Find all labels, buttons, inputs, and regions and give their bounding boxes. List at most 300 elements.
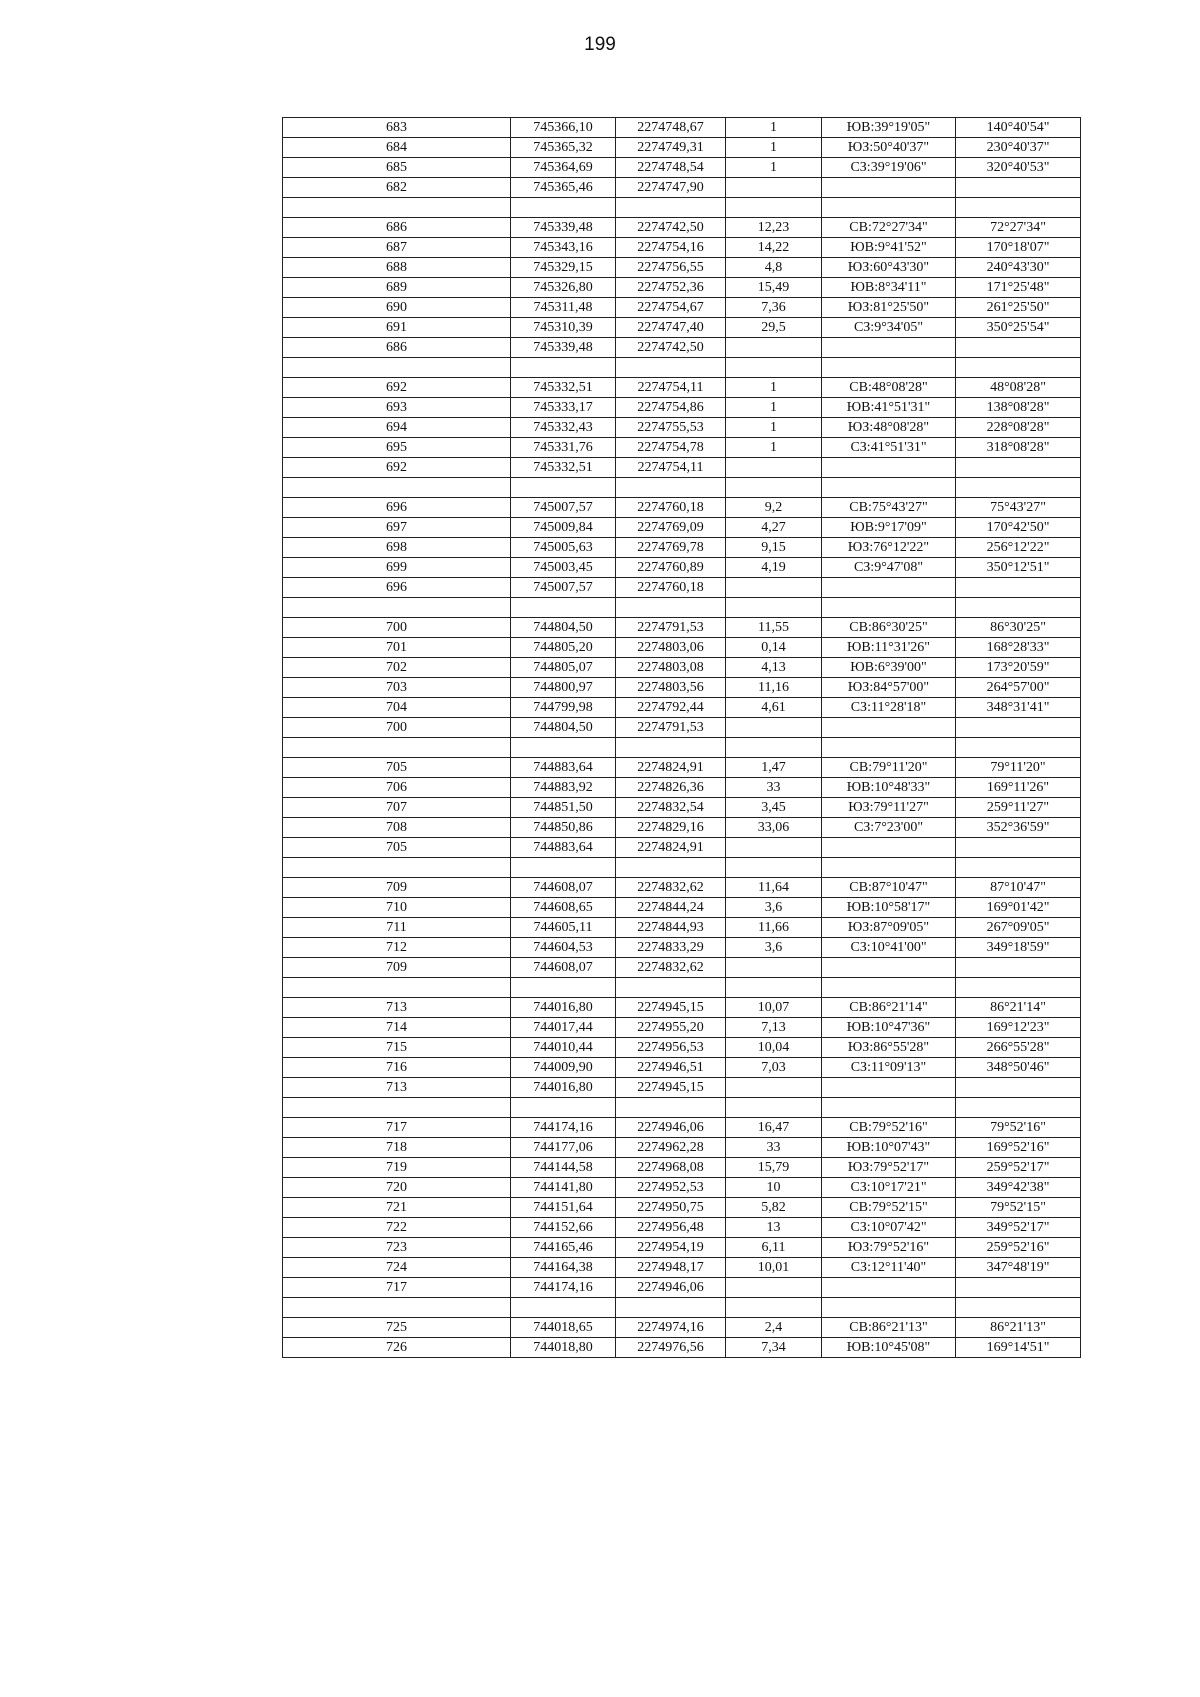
distance-cell <box>726 858 822 878</box>
y-coordinate-cell <box>616 478 726 498</box>
x-coordinate-cell <box>511 478 616 498</box>
direction-angle-cell: 72°27'34" <box>956 218 1081 238</box>
table-row <box>283 798 1081 818</box>
table-row <box>283 678 1081 698</box>
x-coordinate-cell: 744800,97 <box>511 678 616 698</box>
point-number-cell: 713 <box>283 998 511 1018</box>
table-row <box>283 998 1081 1018</box>
point-number-cell: 717 <box>283 1278 511 1298</box>
bearing-cell: СЗ:9°34'05" <box>822 318 956 338</box>
table-row <box>283 1338 1081 1358</box>
point-number-cell: 717 <box>283 1118 511 1138</box>
y-coordinate-cell: 2274956,48 <box>616 1218 726 1238</box>
table-row <box>283 158 1081 178</box>
table-row <box>283 658 1081 678</box>
distance-cell: 5,82 <box>726 1198 822 1218</box>
direction-angle-cell: 348°31'41" <box>956 698 1081 718</box>
point-number-cell: 725 <box>283 1318 511 1338</box>
direction-angle-cell: 230°40'37" <box>956 138 1081 158</box>
table-row <box>283 378 1081 398</box>
direction-angle-cell: 171°25'48" <box>956 278 1081 298</box>
x-coordinate-cell: 745331,76 <box>511 438 616 458</box>
distance-cell: 10,01 <box>726 1258 822 1278</box>
y-coordinate-cell: 2274950,75 <box>616 1198 726 1218</box>
point-number-cell: 694 <box>283 418 511 438</box>
direction-angle-cell: 267°09'05" <box>956 918 1081 938</box>
x-coordinate-cell: 745364,69 <box>511 158 616 178</box>
coordinates-table <box>282 117 1081 1358</box>
x-coordinate-cell: 745003,45 <box>511 558 616 578</box>
x-coordinate-cell: 744605,11 <box>511 918 616 938</box>
point-number-cell: 685 <box>283 158 511 178</box>
bearing-cell: СВ:79°52'15" <box>822 1198 956 1218</box>
direction-angle-cell: 349°52'17" <box>956 1218 1081 1238</box>
point-number-cell: 698 <box>283 538 511 558</box>
bearing-cell: ЮЗ:81°25'50" <box>822 298 956 318</box>
point-number-cell: 691 <box>283 318 511 338</box>
x-coordinate-cell: 744018,80 <box>511 1338 616 1358</box>
point-number-cell: 687 <box>283 238 511 258</box>
bearing-cell: СЗ:10°07'42" <box>822 1218 956 1238</box>
y-coordinate-cell: 2274832,62 <box>616 958 726 978</box>
bearing-cell: ЮВ:10°58'17" <box>822 898 956 918</box>
y-coordinate-cell: 2274756,55 <box>616 258 726 278</box>
y-coordinate-cell <box>616 358 726 378</box>
x-coordinate-cell: 745310,39 <box>511 318 616 338</box>
y-coordinate-cell: 2274749,31 <box>616 138 726 158</box>
bearing-cell: ЮВ:10°47'36" <box>822 1018 956 1038</box>
point-number-cell <box>283 1298 511 1318</box>
table-row <box>283 958 1081 978</box>
distance-cell: 15,49 <box>726 278 822 298</box>
bearing-cell <box>822 958 956 978</box>
direction-angle-cell: 170°42'50" <box>956 518 1081 538</box>
distance-cell: 10,04 <box>726 1038 822 1058</box>
y-coordinate-cell: 2274742,50 <box>616 218 726 238</box>
x-coordinate-cell: 744883,92 <box>511 778 616 798</box>
table-row <box>283 878 1081 898</box>
point-number-cell: 708 <box>283 818 511 838</box>
distance-cell <box>726 458 822 478</box>
y-coordinate-cell: 2274956,53 <box>616 1038 726 1058</box>
bearing-cell <box>822 578 956 598</box>
table-row <box>283 478 1081 498</box>
distance-cell <box>726 598 822 618</box>
distance-cell <box>726 178 822 198</box>
y-coordinate-cell: 2274747,90 <box>616 178 726 198</box>
direction-angle-cell: 169°14'51" <box>956 1338 1081 1358</box>
bearing-cell: ЮВ:10°48'33" <box>822 778 956 798</box>
table-row <box>283 538 1081 558</box>
x-coordinate-cell: 744016,80 <box>511 998 616 1018</box>
direction-angle-cell: 256°12'22" <box>956 538 1081 558</box>
bearing-cell <box>822 718 956 738</box>
x-coordinate-cell: 744010,44 <box>511 1038 616 1058</box>
point-number-cell: 696 <box>283 578 511 598</box>
table-row <box>283 578 1081 598</box>
table-row <box>283 438 1081 458</box>
x-coordinate-cell: 745005,63 <box>511 538 616 558</box>
bearing-cell: СЗ:9°47'08" <box>822 558 956 578</box>
bearing-cell: ЮЗ:60°43'30" <box>822 258 956 278</box>
x-coordinate-cell: 744850,86 <box>511 818 616 838</box>
page-number: 199 <box>584 34 616 55</box>
x-coordinate-cell: 744804,50 <box>511 718 616 738</box>
y-coordinate-cell: 2274792,44 <box>616 698 726 718</box>
x-coordinate-cell: 744152,66 <box>511 1218 616 1238</box>
distance-cell: 4,19 <box>726 558 822 578</box>
direction-angle-cell <box>956 1098 1081 1118</box>
direction-angle-cell: 173°20'59" <box>956 658 1081 678</box>
direction-angle-cell <box>956 1298 1081 1318</box>
distance-cell: 3,6 <box>726 898 822 918</box>
distance-cell: 9,2 <box>726 498 822 518</box>
bearing-cell <box>822 858 956 878</box>
point-number-cell: 703 <box>283 678 511 698</box>
bearing-cell <box>822 358 956 378</box>
y-coordinate-cell: 2274952,53 <box>616 1178 726 1198</box>
x-coordinate-cell: 745365,32 <box>511 138 616 158</box>
y-coordinate-cell: 2274948,17 <box>616 1258 726 1278</box>
y-coordinate-cell: 2274754,78 <box>616 438 726 458</box>
bearing-cell: СЗ:10°41'00" <box>822 938 956 958</box>
y-coordinate-cell: 2274803,08 <box>616 658 726 678</box>
direction-angle-cell: 240°43'30" <box>956 258 1081 278</box>
y-coordinate-cell <box>616 978 726 998</box>
direction-angle-cell: 86°30'25" <box>956 618 1081 638</box>
table-row <box>283 298 1081 318</box>
distance-cell: 10 <box>726 1178 822 1198</box>
point-number-cell: 701 <box>283 638 511 658</box>
table-row <box>283 1318 1081 1338</box>
y-coordinate-cell <box>616 198 726 218</box>
y-coordinate-cell: 2274962,28 <box>616 1138 726 1158</box>
distance-cell <box>726 958 822 978</box>
distance-cell: 7,36 <box>726 298 822 318</box>
bearing-cell: ЮЗ:79°52'16" <box>822 1238 956 1258</box>
direction-angle-cell: 87°10'47" <box>956 878 1081 898</box>
bearing-cell: ЮЗ:76°12'22" <box>822 538 956 558</box>
table-row <box>283 118 1081 138</box>
table-row <box>283 918 1081 938</box>
table-row <box>283 1158 1081 1178</box>
table-row <box>283 338 1081 358</box>
x-coordinate-cell: 744009,90 <box>511 1058 616 1078</box>
x-coordinate-cell: 745339,48 <box>511 338 616 358</box>
point-number-cell: 695 <box>283 438 511 458</box>
y-coordinate-cell: 2274760,18 <box>616 498 726 518</box>
y-coordinate-cell: 2274752,36 <box>616 278 726 298</box>
direction-angle-cell: 259°52'17" <box>956 1158 1081 1178</box>
direction-angle-cell <box>956 1078 1081 1098</box>
table-row <box>283 618 1081 638</box>
direction-angle-cell: 350°25'54" <box>956 318 1081 338</box>
distance-cell: 33 <box>726 1138 822 1158</box>
y-coordinate-cell: 2274754,16 <box>616 238 726 258</box>
direction-angle-cell <box>956 358 1081 378</box>
x-coordinate-cell: 745332,43 <box>511 418 616 438</box>
table-row <box>283 718 1081 738</box>
table-row <box>283 1238 1081 1258</box>
bearing-cell: СЗ:39°19'06" <box>822 158 956 178</box>
point-number-cell: 689 <box>283 278 511 298</box>
bearing-cell: СЗ:12°11'40" <box>822 1258 956 1278</box>
bearing-cell: ЮЗ:86°55'28" <box>822 1038 956 1058</box>
point-number-cell: 696 <box>283 498 511 518</box>
table-row <box>283 518 1081 538</box>
bearing-cell: ЮЗ:79°52'17" <box>822 1158 956 1178</box>
distance-cell: 6,11 <box>726 1238 822 1258</box>
point-number-cell <box>283 598 511 618</box>
bearing-cell: СЗ:10°17'21" <box>822 1178 956 1198</box>
y-coordinate-cell: 2274748,54 <box>616 158 726 178</box>
table-row <box>283 278 1081 298</box>
table-row <box>283 1138 1081 1158</box>
point-number-cell: 720 <box>283 1178 511 1198</box>
y-coordinate-cell: 2274824,91 <box>616 838 726 858</box>
direction-angle-cell <box>956 858 1081 878</box>
bearing-cell <box>822 738 956 758</box>
distance-cell: 12,23 <box>726 218 822 238</box>
table-row <box>283 838 1081 858</box>
point-number-cell: 688 <box>283 258 511 278</box>
direction-angle-cell: 349°18'59" <box>956 938 1081 958</box>
y-coordinate-cell: 2274754,67 <box>616 298 726 318</box>
table-row <box>283 858 1081 878</box>
bearing-cell <box>822 458 956 478</box>
point-number-cell: 682 <box>283 178 511 198</box>
x-coordinate-cell: 745332,51 <box>511 378 616 398</box>
table-row <box>283 138 1081 158</box>
bearing-cell: ЮЗ:79°11'27" <box>822 798 956 818</box>
bearing-cell <box>822 478 956 498</box>
point-number-cell: 686 <box>283 338 511 358</box>
x-coordinate-cell: 744177,06 <box>511 1138 616 1158</box>
y-coordinate-cell: 2274754,11 <box>616 378 726 398</box>
distance-cell: 1 <box>726 418 822 438</box>
bearing-cell: ЮВ:9°17'09" <box>822 518 956 538</box>
distance-cell: 14,22 <box>726 238 822 258</box>
point-number-cell: 710 <box>283 898 511 918</box>
point-number-cell: 714 <box>283 1018 511 1038</box>
distance-cell <box>726 1298 822 1318</box>
direction-angle-cell: 86°21'13" <box>956 1318 1081 1338</box>
direction-angle-cell <box>956 598 1081 618</box>
y-coordinate-cell: 2274826,36 <box>616 778 726 798</box>
distance-cell: 11,16 <box>726 678 822 698</box>
y-coordinate-cell: 2274945,15 <box>616 1078 726 1098</box>
bearing-cell <box>822 178 956 198</box>
distance-cell <box>726 738 822 758</box>
distance-cell: 3,6 <box>726 938 822 958</box>
bearing-cell: ЮЗ:87°09'05" <box>822 918 956 938</box>
distance-cell: 16,47 <box>726 1118 822 1138</box>
distance-cell: 1 <box>726 438 822 458</box>
point-number-cell: 705 <box>283 838 511 858</box>
direction-angle-cell: 318°08'28" <box>956 438 1081 458</box>
table-row <box>283 498 1081 518</box>
table-row <box>283 1118 1081 1138</box>
direction-angle-cell: 170°18'07" <box>956 238 1081 258</box>
distance-cell: 7,13 <box>726 1018 822 1038</box>
y-coordinate-cell: 2274760,18 <box>616 578 726 598</box>
y-coordinate-cell: 2274760,89 <box>616 558 726 578</box>
bearing-cell: СЗ:7°23'00" <box>822 818 956 838</box>
distance-cell: 1 <box>726 158 822 178</box>
table-row <box>283 238 1081 258</box>
distance-cell: 1 <box>726 118 822 138</box>
x-coordinate-cell: 744017,44 <box>511 1018 616 1038</box>
direction-angle-cell: 266°55'28" <box>956 1038 1081 1058</box>
direction-angle-cell: 350°12'51" <box>956 558 1081 578</box>
x-coordinate-cell: 745333,17 <box>511 398 616 418</box>
x-coordinate-cell <box>511 1298 616 1318</box>
direction-angle-cell <box>956 338 1081 358</box>
point-number-cell: 690 <box>283 298 511 318</box>
x-coordinate-cell <box>511 598 616 618</box>
table-row <box>283 1298 1081 1318</box>
y-coordinate-cell: 2274955,20 <box>616 1018 726 1038</box>
x-coordinate-cell <box>511 1098 616 1118</box>
x-coordinate-cell <box>511 358 616 378</box>
direction-angle-cell: 347°48'19" <box>956 1258 1081 1278</box>
x-coordinate-cell <box>511 198 616 218</box>
y-coordinate-cell: 2274747,40 <box>616 318 726 338</box>
table-row <box>283 778 1081 798</box>
distance-cell <box>726 338 822 358</box>
point-number-cell: 711 <box>283 918 511 938</box>
point-number-cell: 724 <box>283 1258 511 1278</box>
coordinates-table-body <box>283 118 1081 1358</box>
x-coordinate-cell: 744018,65 <box>511 1318 616 1338</box>
table-row <box>283 1178 1081 1198</box>
distance-cell: 29,5 <box>726 318 822 338</box>
table-row <box>283 698 1081 718</box>
distance-cell <box>726 358 822 378</box>
point-number-cell <box>283 978 511 998</box>
y-coordinate-cell: 2274742,50 <box>616 338 726 358</box>
direction-angle-cell: 140°40'54" <box>956 118 1081 138</box>
table-row <box>283 638 1081 658</box>
bearing-cell <box>822 1298 956 1318</box>
point-number-cell: 683 <box>283 118 511 138</box>
x-coordinate-cell: 745007,57 <box>511 498 616 518</box>
y-coordinate-cell <box>616 858 726 878</box>
distance-cell: 11,66 <box>726 918 822 938</box>
y-coordinate-cell: 2274769,78 <box>616 538 726 558</box>
distance-cell: 4,13 <box>726 658 822 678</box>
table-row <box>283 1098 1081 1118</box>
direction-angle-cell: 228°08'28" <box>956 418 1081 438</box>
direction-angle-cell: 75°43'27" <box>956 498 1081 518</box>
bearing-cell <box>822 1078 956 1098</box>
y-coordinate-cell: 2274748,67 <box>616 118 726 138</box>
direction-angle-cell <box>956 738 1081 758</box>
distance-cell <box>726 478 822 498</box>
x-coordinate-cell <box>511 978 616 998</box>
y-coordinate-cell: 2274833,29 <box>616 938 726 958</box>
point-number-cell: 718 <box>283 1138 511 1158</box>
distance-cell <box>726 1078 822 1098</box>
point-number-cell: 692 <box>283 378 511 398</box>
point-number-cell: 684 <box>283 138 511 158</box>
direction-angle-cell <box>956 178 1081 198</box>
point-number-cell: 709 <box>283 958 511 978</box>
x-coordinate-cell: 745365,46 <box>511 178 616 198</box>
table-row <box>283 1198 1081 1218</box>
point-number-cell <box>283 358 511 378</box>
bearing-cell <box>822 978 956 998</box>
point-number-cell: 705 <box>283 758 511 778</box>
direction-angle-cell <box>956 478 1081 498</box>
bearing-cell <box>822 1098 956 1118</box>
point-number-cell <box>283 738 511 758</box>
y-coordinate-cell: 2274946,51 <box>616 1058 726 1078</box>
x-coordinate-cell <box>511 738 616 758</box>
x-coordinate-cell: 744851,50 <box>511 798 616 818</box>
x-coordinate-cell: 744165,46 <box>511 1238 616 1258</box>
y-coordinate-cell: 2274824,91 <box>616 758 726 778</box>
point-number-cell: 692 <box>283 458 511 478</box>
bearing-cell: СВ:87°10'47" <box>822 878 956 898</box>
x-coordinate-cell: 744016,80 <box>511 1078 616 1098</box>
x-coordinate-cell: 745329,15 <box>511 258 616 278</box>
point-number-cell: 721 <box>283 1198 511 1218</box>
point-number-cell: 715 <box>283 1038 511 1058</box>
direction-angle-cell: 348°50'46" <box>956 1058 1081 1078</box>
table-row <box>283 178 1081 198</box>
y-coordinate-cell <box>616 1298 726 1318</box>
direction-angle-cell <box>956 578 1081 598</box>
x-coordinate-cell: 745343,16 <box>511 238 616 258</box>
direction-angle-cell: 259°11'27" <box>956 798 1081 818</box>
distance-cell: 4,61 <box>726 698 822 718</box>
table-row <box>283 1078 1081 1098</box>
bearing-cell <box>822 338 956 358</box>
bearing-cell: ЮЗ:84°57'00" <box>822 678 956 698</box>
distance-cell: 0,14 <box>726 638 822 658</box>
point-number-cell: 702 <box>283 658 511 678</box>
x-coordinate-cell: 744608,07 <box>511 958 616 978</box>
direction-angle-cell: 169°11'26" <box>956 778 1081 798</box>
y-coordinate-cell: 2274832,62 <box>616 878 726 898</box>
x-coordinate-cell: 744799,98 <box>511 698 616 718</box>
point-number-cell: 707 <box>283 798 511 818</box>
point-number-cell <box>283 1098 511 1118</box>
point-number-cell: 706 <box>283 778 511 798</box>
direction-angle-cell: 138°08'28" <box>956 398 1081 418</box>
direction-angle-cell: 169°52'16" <box>956 1138 1081 1158</box>
y-coordinate-cell: 2274844,93 <box>616 918 726 938</box>
bearing-cell: ЮВ:39°19'05" <box>822 118 956 138</box>
x-coordinate-cell: 745326,80 <box>511 278 616 298</box>
bearing-cell: СВ:79°11'20" <box>822 758 956 778</box>
distance-cell: 10,07 <box>726 998 822 1018</box>
y-coordinate-cell: 2274791,53 <box>616 618 726 638</box>
point-number-cell: 700 <box>283 718 511 738</box>
x-coordinate-cell: 744608,65 <box>511 898 616 918</box>
x-coordinate-cell: 745311,48 <box>511 298 616 318</box>
x-coordinate-cell: 744144,58 <box>511 1158 616 1178</box>
x-coordinate-cell: 744805,07 <box>511 658 616 678</box>
bearing-cell: ЮВ:10°07'43" <box>822 1138 956 1158</box>
direction-angle-cell: 169°12'23" <box>956 1018 1081 1038</box>
y-coordinate-cell: 2274946,06 <box>616 1118 726 1138</box>
table-row <box>283 418 1081 438</box>
direction-angle-cell <box>956 198 1081 218</box>
distance-cell: 33,06 <box>726 818 822 838</box>
table-row <box>283 598 1081 618</box>
